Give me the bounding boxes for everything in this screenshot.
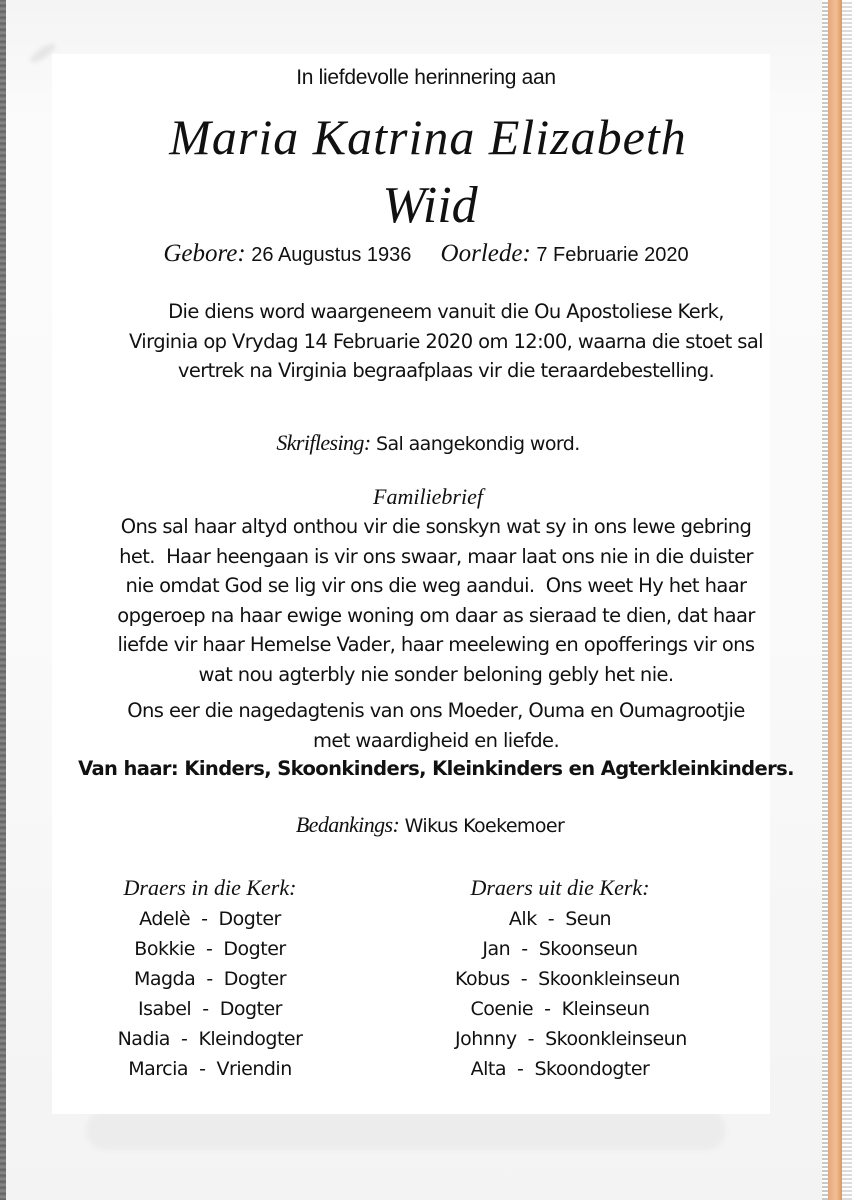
died-label: Oorlede: [440,240,531,267]
bearer-item: Alk - Seun [508,908,612,930]
reading-value: Sal aangekondig word. [376,433,580,455]
bearers-in-title: Draers in die Kerk: [123,875,297,900]
bearer-item: Jan - Skoonseun [482,938,638,960]
bearer-item: Alta - Skoondogter [470,1058,650,1080]
bearers-out-title: Draers uit die Kerk: [470,875,650,900]
bearers-out-church [455,873,687,1084]
bearer-item: Bokkie - Dogter [134,938,286,960]
family-letter-title: Familiebrief [373,484,483,509]
bearer-item: Magda - Dogter [133,968,287,990]
acknowledgements [4,810,852,842]
scripture-reading [2,428,852,460]
letter-line: wat nou agterbly nie sonder beloning gebly het nie. [198,662,674,686]
bearers-in-church [110,873,310,1084]
bearer-item: Marcia - Vriendin [128,1058,292,1080]
deceased-name-line1: Maria Katrina Elizabeth [169,109,687,165]
service-line: Virginia op Vrydag 14 Februarie 2020 om 12:00, waarna die stoet sal [129,329,763,353]
thanks-label: Bedankings: [295,812,400,837]
bearer-item: Isabel - Dogter [138,998,282,1020]
letter-line: het. Haar heengaan is vir ons swaar, maar laat ons nie in die duister [119,544,753,568]
service-line: vertrek na Virginia begraafplaas vir die teraardebestelling. [177,359,715,382]
reading-label: Skriflesing: [276,430,371,455]
bearer-item: Adelè - Dogter [139,908,281,930]
born-date: 26 Augustus 1936 [251,244,412,266]
bearer-item: Kobus - Skoonkleinseun [455,968,680,990]
family-letter [10,512,852,689]
service-details [20,297,852,386]
bearer-item: Nadia - Kleindogter [117,1028,303,1050]
smudge [86,1110,726,1150]
family-letter-closing [10,696,852,755]
bearer-item: Johnny - Skoonkleinseun [455,1028,687,1050]
intro-heading: In liefdevolle herinnering aan [296,66,556,89]
service-line: Die diens word waargeneem vanuit die Ou Apostoliese Kerk, [168,300,724,323]
bearer-item: Coenie - Kleinseun [470,998,650,1020]
died-date: 7 Februarie 2020 [536,244,689,266]
closing-line: met waardigheid en liefde. [312,728,560,752]
letter-line: liefde vir haar Hemelse Vader, haar meelewing en opofferings vir ons [117,633,755,656]
born-label: Gebore: [163,240,246,267]
from-family: Van haar: Kinders, Skoonkinders, Kleinkinders en Agterkleinkinders. [78,757,794,780]
deceased-name-line2: Wiid [382,177,478,234]
letter-line: opgeroep na haar ewige woning om daar as sieraad te dien, dat haar [117,603,755,627]
closing-line: Ons eer die nagedagtenis van ons Moeder, Ouma en Oumagrootjie [127,699,745,722]
life-dates [0,240,852,268]
letter-line: nie omdat God se lig vir ons die weg aandui. Ons weet Hy het haar [125,574,747,597]
letter-line: Ons sal haar altyd onthou vir die sonskyn wat sy in ons lewe gebring [120,515,752,538]
thanks-value: Wikus Koekemoer [404,815,565,837]
